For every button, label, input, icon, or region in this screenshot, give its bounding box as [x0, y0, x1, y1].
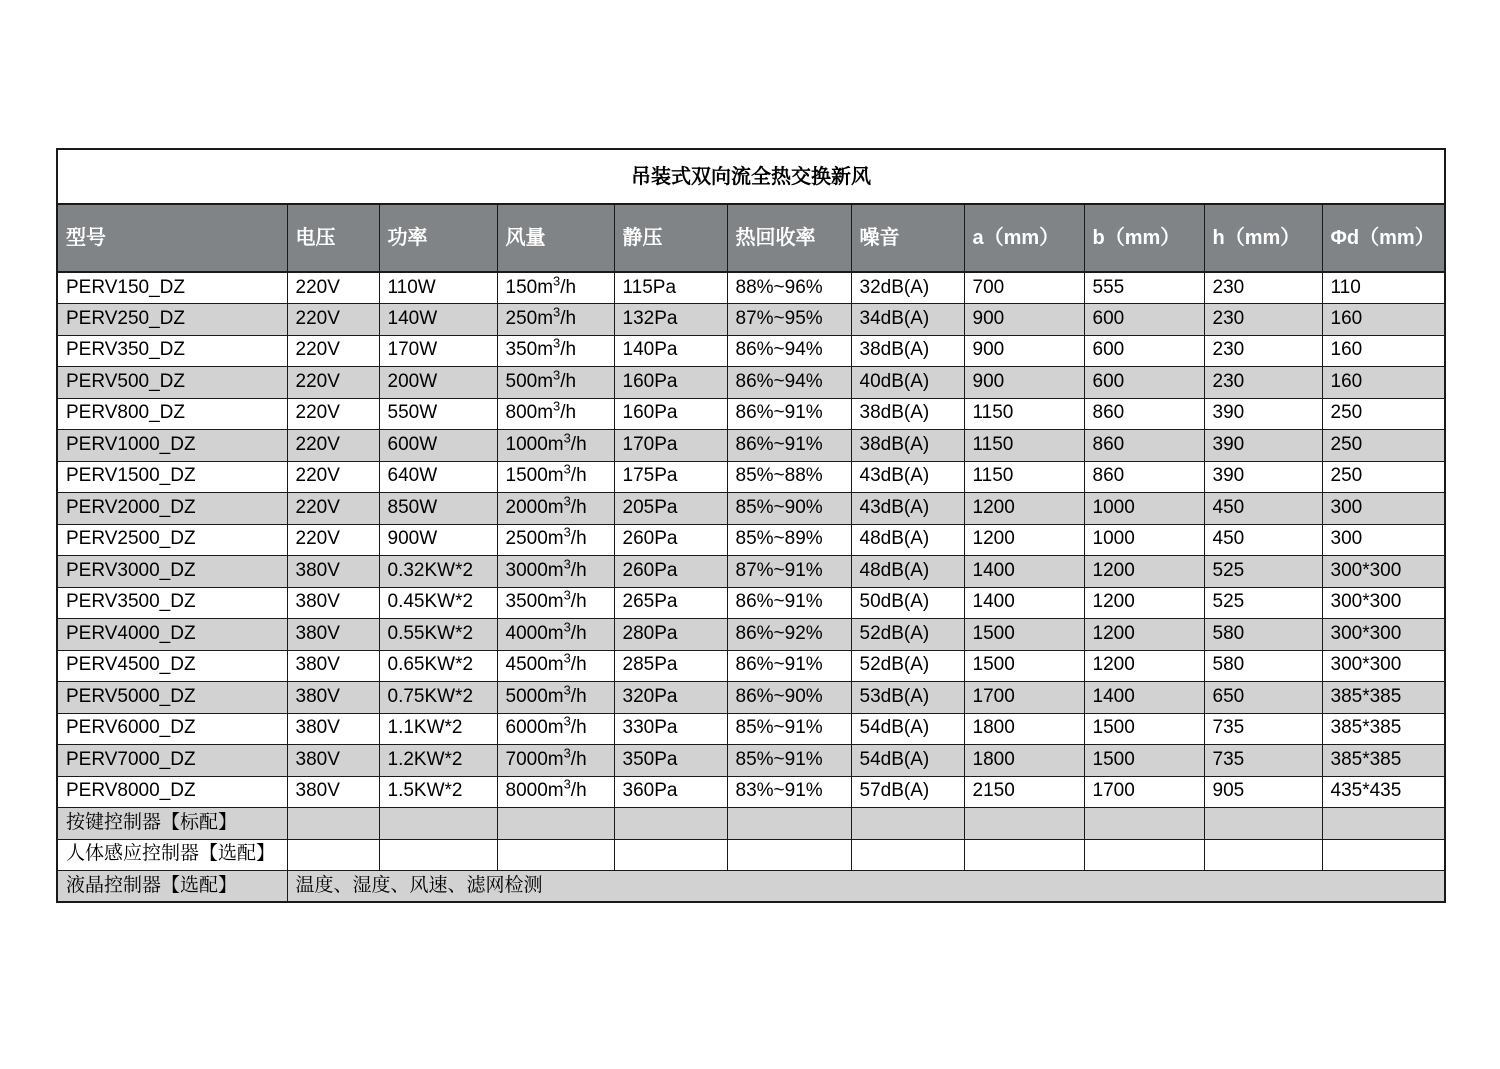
cell-static_pressure: 265Pa — [614, 587, 727, 619]
cell-d: 110 — [1322, 272, 1445, 304]
cell-power: 900W — [379, 524, 497, 556]
cell-static_pressure: 285Pa — [614, 650, 727, 682]
cell-static_pressure: 350Pa — [614, 745, 727, 777]
cell-power: 600W — [379, 430, 497, 462]
cell-h: 580 — [1204, 650, 1322, 682]
cell-a: 1500 — [964, 619, 1084, 651]
cell-b: 600 — [1084, 367, 1204, 399]
cell-b: 555 — [1084, 272, 1204, 304]
cell-b: 1500 — [1084, 713, 1204, 745]
cell-static_pressure: 280Pa — [614, 619, 727, 651]
cell-b: 1700 — [1084, 776, 1204, 808]
cell-a: 1800 — [964, 745, 1084, 777]
cell-h: 230 — [1204, 304, 1322, 336]
cell-model: PERV3500_DZ — [57, 587, 287, 619]
cell-h: 230 — [1204, 367, 1322, 399]
cell-a: 1200 — [964, 493, 1084, 525]
cell-d: 250 — [1322, 461, 1445, 493]
cell-voltage: 220V — [287, 335, 379, 367]
cell-h: 735 — [1204, 713, 1322, 745]
cell-d: 300*300 — [1322, 619, 1445, 651]
controller-empty-cell — [497, 808, 614, 840]
controller-empty-cell — [727, 839, 851, 871]
cell-b: 860 — [1084, 398, 1204, 430]
cell-noise: 54dB(A) — [851, 745, 964, 777]
cell-heat_recovery: 86%~94% — [727, 367, 851, 399]
cell-b: 1000 — [1084, 493, 1204, 525]
cell-h: 525 — [1204, 587, 1322, 619]
cell-b: 1200 — [1084, 619, 1204, 651]
column-header-4: 静压 — [614, 204, 727, 272]
cell-voltage: 220V — [287, 398, 379, 430]
cell-voltage: 220V — [287, 430, 379, 462]
cell-d: 385*385 — [1322, 713, 1445, 745]
cell-b: 1200 — [1084, 587, 1204, 619]
cell-model: PERV500_DZ — [57, 367, 287, 399]
column-header-8: b（mm） — [1084, 204, 1204, 272]
controller-label: 液晶控制器【选配】 — [57, 871, 287, 903]
cell-model: PERV2000_DZ — [57, 493, 287, 525]
cell-model: PERV350_DZ — [57, 335, 287, 367]
cell-voltage: 220V — [287, 367, 379, 399]
cell-noise: 38dB(A) — [851, 335, 964, 367]
cell-noise: 52dB(A) — [851, 619, 964, 651]
table-row — [57, 493, 1445, 525]
column-header-0: 型号 — [57, 204, 287, 272]
cell-b: 1200 — [1084, 650, 1204, 682]
cell-voltage: 380V — [287, 587, 379, 619]
cell-a: 1150 — [964, 398, 1084, 430]
cell-heat_recovery: 87%~91% — [727, 556, 851, 588]
cell-h: 390 — [1204, 461, 1322, 493]
cell-a: 1400 — [964, 587, 1084, 619]
table-row — [57, 776, 1445, 808]
table-title: 吊装式双向流全热交换新风 — [57, 149, 1445, 204]
cell-power: 0.32KW*2 — [379, 556, 497, 588]
cell-d: 250 — [1322, 398, 1445, 430]
cell-model: PERV8000_DZ — [57, 776, 287, 808]
cell-static_pressure: 160Pa — [614, 398, 727, 430]
cell-a: 1150 — [964, 461, 1084, 493]
spec-table-container — [56, 148, 1444, 903]
cell-noise: 43dB(A) — [851, 461, 964, 493]
cell-airflow: $350m^3/h$ — [497, 335, 614, 367]
cell-model: PERV7000_DZ — [57, 745, 287, 777]
controller-empty-cell — [287, 839, 379, 871]
cell-power: 1.5KW*2 — [379, 776, 497, 808]
table-row — [57, 587, 1445, 619]
cell-power: 550W — [379, 398, 497, 430]
cell-heat_recovery: 86%~91% — [727, 650, 851, 682]
column-header-6: 噪音 — [851, 204, 964, 272]
cell-heat_recovery: 83%~91% — [727, 776, 851, 808]
controller-empty-cell — [1322, 808, 1445, 840]
column-header-9: h（mm） — [1204, 204, 1322, 272]
table-title-row — [57, 149, 1445, 204]
controller-empty-cell — [851, 839, 964, 871]
table-row — [57, 367, 1445, 399]
cell-d: 300*300 — [1322, 587, 1445, 619]
cell-d: 385*385 — [1322, 745, 1445, 777]
cell-power: 110W — [379, 272, 497, 304]
cell-model: PERV800_DZ — [57, 398, 287, 430]
cell-a: 1800 — [964, 713, 1084, 745]
cell-h: 735 — [1204, 745, 1322, 777]
column-header-1: 电压 — [287, 204, 379, 272]
controller-empty-cell — [851, 808, 964, 840]
controller-empty-cell — [379, 808, 497, 840]
table-row — [57, 335, 1445, 367]
cell-static_pressure: 160Pa — [614, 367, 727, 399]
column-header-7: a（mm） — [964, 204, 1084, 272]
cell-d: 250 — [1322, 430, 1445, 462]
controller-empty-cell — [964, 808, 1084, 840]
cell-a: 700 — [964, 272, 1084, 304]
cell-h: 650 — [1204, 682, 1322, 714]
cell-model: PERV6000_DZ — [57, 713, 287, 745]
cell-noise: 38dB(A) — [851, 398, 964, 430]
cell-noise: 34dB(A) — [851, 304, 964, 336]
cell-b: 600 — [1084, 335, 1204, 367]
table-row — [57, 745, 1445, 777]
table-row — [57, 682, 1445, 714]
cell-h: 905 — [1204, 776, 1322, 808]
cell-h: 230 — [1204, 335, 1322, 367]
column-header-5: 热回收率 — [727, 204, 851, 272]
cell-static_pressure: 132Pa — [614, 304, 727, 336]
cell-heat_recovery: 86%~91% — [727, 398, 851, 430]
controller-empty-cell — [1322, 839, 1445, 871]
cell-heat_recovery: 85%~88% — [727, 461, 851, 493]
cell-power: 140W — [379, 304, 497, 336]
cell-power: 1.2KW*2 — [379, 745, 497, 777]
cell-static_pressure: 360Pa — [614, 776, 727, 808]
cell-model: PERV250_DZ — [57, 304, 287, 336]
controller-empty-cell — [497, 839, 614, 871]
cell-voltage: 220V — [287, 272, 379, 304]
cell-d: 300 — [1322, 493, 1445, 525]
cell-b: 1400 — [1084, 682, 1204, 714]
cell-noise: 38dB(A) — [851, 430, 964, 462]
cell-b: 860 — [1084, 430, 1204, 462]
controller-empty-cell — [614, 808, 727, 840]
cell-model: PERV150_DZ — [57, 272, 287, 304]
table-row — [57, 272, 1445, 304]
cell-airflow: $500m^3/h$ — [497, 367, 614, 399]
cell-h: 525 — [1204, 556, 1322, 588]
product-spec-table — [56, 148, 1446, 903]
cell-airflow: $1500m^3/h$ — [497, 461, 614, 493]
table-row — [57, 430, 1445, 462]
cell-a: 900 — [964, 304, 1084, 336]
cell-airflow: $3000m^3/h$ — [497, 556, 614, 588]
cell-static_pressure: 260Pa — [614, 556, 727, 588]
cell-h: 390 — [1204, 398, 1322, 430]
cell-a: 1200 — [964, 524, 1084, 556]
cell-b: 1500 — [1084, 745, 1204, 777]
cell-model: PERV5000_DZ — [57, 682, 287, 714]
cell-power: 0.65KW*2 — [379, 650, 497, 682]
cell-power: 0.45KW*2 — [379, 587, 497, 619]
table-row — [57, 713, 1445, 745]
cell-voltage: 380V — [287, 776, 379, 808]
controller-feature-note: 温度、湿度、风速、滤网检测 — [287, 871, 1445, 903]
cell-static_pressure: 260Pa — [614, 524, 727, 556]
table-row — [57, 524, 1445, 556]
cell-heat_recovery: 86%~91% — [727, 587, 851, 619]
table-row — [57, 398, 1445, 430]
cell-noise: 40dB(A) — [851, 367, 964, 399]
cell-heat_recovery: 87%~95% — [727, 304, 851, 336]
cell-voltage: 380V — [287, 713, 379, 745]
cell-a: 1150 — [964, 430, 1084, 462]
cell-d: 435*435 — [1322, 776, 1445, 808]
cell-d: 160 — [1322, 367, 1445, 399]
cell-static_pressure: 115Pa — [614, 272, 727, 304]
cell-model: PERV3000_DZ — [57, 556, 287, 588]
controller-empty-cell — [614, 839, 727, 871]
cell-a: 900 — [964, 367, 1084, 399]
controller-empty-cell — [1204, 808, 1322, 840]
cell-h: 450 — [1204, 493, 1322, 525]
cell-a: 1400 — [964, 556, 1084, 588]
table-row — [57, 619, 1445, 651]
controller-label: 按键控制器【标配】 — [57, 808, 287, 840]
cell-heat_recovery: 85%~91% — [727, 713, 851, 745]
cell-d: 160 — [1322, 304, 1445, 336]
controller-empty-cell — [964, 839, 1084, 871]
table-row — [57, 650, 1445, 682]
cell-heat_recovery: 86%~90% — [727, 682, 851, 714]
cell-airflow: $4500m^3/h$ — [497, 650, 614, 682]
cell-b: 1200 — [1084, 556, 1204, 588]
cell-d: 385*385 — [1322, 682, 1445, 714]
controller-row — [57, 871, 1445, 903]
cell-h: 230 — [1204, 272, 1322, 304]
cell-voltage: 380V — [287, 745, 379, 777]
cell-static_pressure: 205Pa — [614, 493, 727, 525]
cell-voltage: 380V — [287, 619, 379, 651]
cell-airflow: $3500m^3/h$ — [497, 587, 614, 619]
cell-noise: 50dB(A) — [851, 587, 964, 619]
controller-empty-cell — [1204, 839, 1322, 871]
cell-heat_recovery: 88%~96% — [727, 272, 851, 304]
cell-airflow: $800m^3/h$ — [497, 398, 614, 430]
cell-voltage: 220V — [287, 493, 379, 525]
cell-airflow: $2000m^3/h$ — [497, 493, 614, 525]
controller-row — [57, 808, 1445, 840]
cell-power: 200W — [379, 367, 497, 399]
cell-noise: 57dB(A) — [851, 776, 964, 808]
cell-static_pressure: 170Pa — [614, 430, 727, 462]
cell-model: PERV4500_DZ — [57, 650, 287, 682]
cell-static_pressure: 175Pa — [614, 461, 727, 493]
controller-empty-cell — [1084, 808, 1204, 840]
controller-empty-cell — [1084, 839, 1204, 871]
cell-static_pressure: 320Pa — [614, 682, 727, 714]
cell-model: PERV4000_DZ — [57, 619, 287, 651]
cell-power: 1.1KW*2 — [379, 713, 497, 745]
cell-airflow: $250m^3/h$ — [497, 304, 614, 336]
controller-empty-cell — [379, 839, 497, 871]
cell-b: 1000 — [1084, 524, 1204, 556]
cell-model: PERV2500_DZ — [57, 524, 287, 556]
cell-a: 2150 — [964, 776, 1084, 808]
cell-airflow: $5000m^3/h$ — [497, 682, 614, 714]
cell-noise: 48dB(A) — [851, 524, 964, 556]
cell-d: 300 — [1322, 524, 1445, 556]
table-row — [57, 304, 1445, 336]
cell-model: PERV1000_DZ — [57, 430, 287, 462]
cell-airflow: $6000m^3/h$ — [497, 713, 614, 745]
cell-noise: 43dB(A) — [851, 493, 964, 525]
cell-airflow: $1000m^3/h$ — [497, 430, 614, 462]
cell-d: 300*300 — [1322, 650, 1445, 682]
cell-airflow: $150m^3/h$ — [497, 272, 614, 304]
cell-airflow: $2500m^3/h$ — [497, 524, 614, 556]
controller-label: 人体感应控制器【选配】 — [57, 839, 287, 871]
cell-d: 300*300 — [1322, 556, 1445, 588]
cell-power: 170W — [379, 335, 497, 367]
column-header-2: 功率 — [379, 204, 497, 272]
cell-a: 900 — [964, 335, 1084, 367]
cell-heat_recovery: 85%~91% — [727, 745, 851, 777]
cell-noise: 54dB(A) — [851, 713, 964, 745]
table-header-row — [57, 204, 1445, 272]
cell-h: 450 — [1204, 524, 1322, 556]
controller-empty-cell — [727, 808, 851, 840]
cell-voltage: 380V — [287, 556, 379, 588]
cell-noise: 52dB(A) — [851, 650, 964, 682]
cell-b: 860 — [1084, 461, 1204, 493]
column-header-10: Φd（mm） — [1322, 204, 1445, 272]
cell-static_pressure: 140Pa — [614, 335, 727, 367]
cell-voltage: 380V — [287, 650, 379, 682]
cell-noise: 48dB(A) — [851, 556, 964, 588]
cell-heat_recovery: 86%~92% — [727, 619, 851, 651]
cell-b: 600 — [1084, 304, 1204, 336]
cell-a: 1500 — [964, 650, 1084, 682]
cell-airflow: $8000m^3/h$ — [497, 776, 614, 808]
cell-airflow: $4000m^3/h$ — [497, 619, 614, 651]
cell-power: 850W — [379, 493, 497, 525]
cell-noise: 53dB(A) — [851, 682, 964, 714]
cell-heat_recovery: 86%~91% — [727, 430, 851, 462]
cell-heat_recovery: 86%~94% — [727, 335, 851, 367]
cell-voltage: 220V — [287, 461, 379, 493]
cell-h: 580 — [1204, 619, 1322, 651]
cell-model: PERV1500_DZ — [57, 461, 287, 493]
cell-d: 160 — [1322, 335, 1445, 367]
cell-static_pressure: 330Pa — [614, 713, 727, 745]
controller-row — [57, 839, 1445, 871]
cell-power: 0.75KW*2 — [379, 682, 497, 714]
cell-heat_recovery: 85%~90% — [727, 493, 851, 525]
cell-a: 1700 — [964, 682, 1084, 714]
table-row — [57, 461, 1445, 493]
cell-voltage: 220V — [287, 524, 379, 556]
column-header-3: 风量 — [497, 204, 614, 272]
cell-heat_recovery: 85%~89% — [727, 524, 851, 556]
cell-power: 640W — [379, 461, 497, 493]
controller-empty-cell — [287, 808, 379, 840]
cell-noise: 32dB(A) — [851, 272, 964, 304]
cell-voltage: 220V — [287, 304, 379, 336]
cell-airflow: $7000m^3/h$ — [497, 745, 614, 777]
table-row — [57, 556, 1445, 588]
cell-power: 0.55KW*2 — [379, 619, 497, 651]
cell-voltage: 380V — [287, 682, 379, 714]
cell-h: 390 — [1204, 430, 1322, 462]
